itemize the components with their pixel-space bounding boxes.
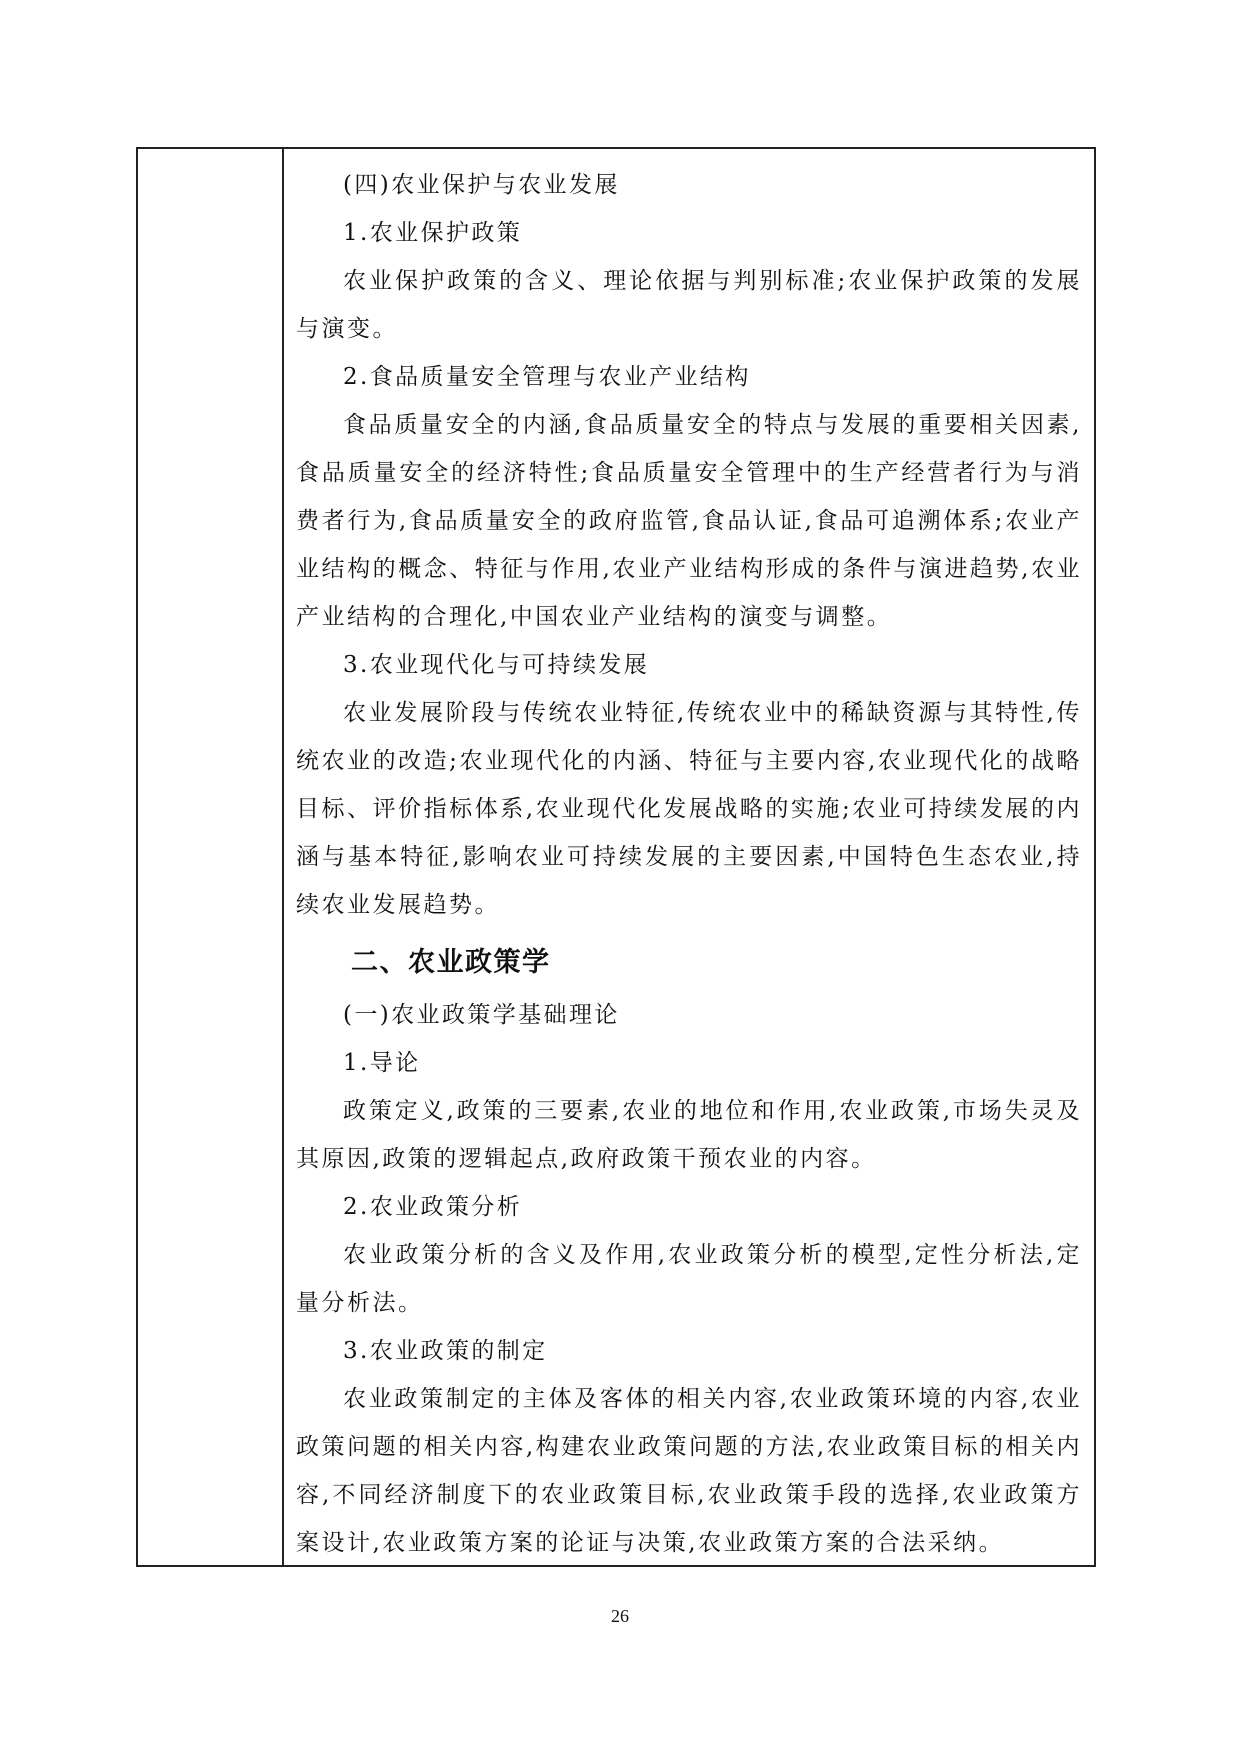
item-text-food-safety: 食品质量安全的内涵,食品质量安全的特点与发展的重要相关因素,食品质量安全的经济特性;食品质量安全管理中的生产经营者行为与消费者行为,食品质量安全的政府监管,食品认证,食品可追溯体系;农业产业结构的概念、特征与作用,农业产业结构形成的条件与演进趋势,农业产业结构的合理化,中国农业产业结构的演变与调整。 bbox=[296, 412, 1082, 630]
right-column-cell bbox=[284, 149, 1094, 1565]
item-title-agri-protection-policy: 1.农业保护政策 bbox=[343, 220, 523, 246]
subsection-heading-1: (一)农业政策学基础理论 bbox=[343, 1002, 620, 1028]
section-heading-agri-policy: 二、农业政策学 bbox=[351, 947, 551, 978]
page-number: 26 bbox=[611, 1606, 629, 1626]
item-text-policy-analysis: 农业政策分析的含义及作用,农业政策分析的模型,定性分析法,定量分析法。 bbox=[296, 1242, 1082, 1316]
item-text-policy-making: 农业政策制定的主体及客体的相关内容,农业政策环境的内容,农业政策问题的相关内容,构建农业政策问题的方法,农业政策目标的相关内容,不同经济制度下的农业政策目标,农业政策手段的选择,农业政策方案设计,农业政策方案的论证与决策,农业政策方案的合法采纳。 bbox=[296, 1386, 1082, 1556]
item-text-modernization: 农业发展阶段与传统农业特征,传统农业中的稀缺资源与其特性,传统农业的改造;农业现代化的内涵、特征与主要内容,农业现代化的战略目标、评价指标体系,农业现代化发展战略的实施;农业可持续发展的内涵与基本特征,影响农业可持续发展的主要因素,中国特色生态农业,持续农业发展趋势。 bbox=[296, 700, 1082, 918]
left-column-cell bbox=[138, 149, 284, 1565]
item-text-agri-protection-policy: 农业保护政策的含义、理论依据与判别标准;农业保护政策的发展与演变。 bbox=[296, 268, 1082, 342]
item-title-modernization: 3.农业现代化与可持续发展 bbox=[343, 652, 650, 678]
subsection-heading-4: (四)农业保护与农业发展 bbox=[343, 172, 620, 198]
item-title-food-safety: 2.食品质量安全管理与农业产业结构 bbox=[343, 364, 751, 390]
item-title-policy-analysis: 2.农业政策分析 bbox=[343, 1194, 523, 1220]
content-table bbox=[136, 147, 1096, 1567]
item-title-introduction: 1.导论 bbox=[343, 1050, 421, 1076]
item-text-introduction: 政策定义,政策的三要素,农业的地位和作用,农业政策,市场失灵及其原因,政策的逻辑起点,政府政策干预农业的内容。 bbox=[296, 1098, 1082, 1172]
item-title-policy-making: 3.农业政策的制定 bbox=[343, 1338, 548, 1364]
